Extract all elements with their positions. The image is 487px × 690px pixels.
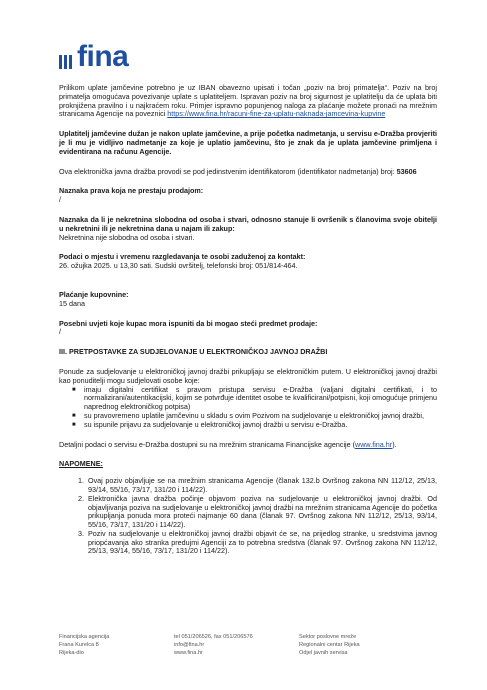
viewing-value: 26. ožujka 2025. u 13,30 sati. Sudski ovršitelj, telefonski broj: 051/814-464. — [59, 261, 298, 271]
footer-email[interactable]: info@fina.hr — [174, 642, 205, 648]
footer-website[interactable]: www.fina.hr — [174, 650, 203, 656]
details-paragraph — [59, 441, 437, 450]
deposit-check-notice: Uplatitelj jamčevine dužan je nakon uplate jamčevine, a prije početka nadmetanja, u servisu e-Dražba provjeriti je li mu je vidljivo nadmetanje za koje je uplatio jamčevinu, što je znak da je uplata jamčevine primljena i evidentirana na računu Agencije. — [59, 129, 437, 156]
auction-id-label: Ova elektronička javna dražba provodi se pod jedinstvenim identifikatorom (identifikator nadmetanja) broj: — [59, 166, 395, 176]
requirements-list — [59, 386, 437, 430]
footer-col-department — [299, 633, 360, 657]
list-item: 2. Elektronička javna dražba počinje objavom poziva na sudjelovanje u elektroničkoj javnoj dražbi. Od objavljivanja poziva na sudjelovanje u elektroničkoj javnoj dražbi na mrežnim stranicama Agencije do početka prikupljanja ponuda mora proteći najmanje 60 dana (članak 97. Ovršnog zakona NN 112/12, 25/13, 93/14, 55/16, 73/17, 131/20 i 114/22). — [86, 495, 437, 530]
intro-text: Prilikom uplate jamčevine potrebno je uz IBAN obavezno upisati i točan „poziv na broj primatelja“. Poziv na broj primatelja omogućava povezivanje uplate s uplatiteljem. Ispravan poziv na broj sigurnost je uplatitelju da će uplata biti proknjižena pravilno i u najkraćem roku. Primjer ispravno popunjenog naloga za plaćanje možete pronaći na mrežnim stranicama Agencije na poveznici — [59, 83, 437, 119]
conditions-value: / — [59, 327, 61, 337]
footer-col-address — [59, 633, 109, 657]
notes-list — [59, 477, 437, 556]
footer-line: Odjel javnih servisa — [299, 650, 348, 656]
logo-bars-icon — [59, 55, 72, 72]
document-body — [59, 84, 437, 556]
footer-col-contact — [174, 633, 253, 657]
details-text: Detaljni podaci o servisu e-Dražba dostupni su na mrežnim stranicama Financijske agencije ( — [59, 439, 356, 449]
occupancy-title: Naznaka da li je nekretnina slobodna od osoba i stvari, odnosno stanuje li ovršenik s članovima svoje obitelji u nekretnini ili je nekretnina dana u najam ili zakup: — [59, 214, 437, 233]
fina-website-link[interactable]: www.fina.hr — [355, 439, 393, 449]
rights-value: / — [59, 195, 61, 205]
details-text-end: ). — [392, 439, 397, 449]
rights-title: Naznaka prava koja ne prestaju prodajom: — [59, 186, 204, 196]
notes-title: NAPOMENE: — [59, 459, 103, 469]
list-item: ■ su ispunile prijavu za sudjelovanje u elektroničkoj javnoj dražbi u servisu e-Dražba. — [72, 421, 437, 430]
footer-line: Regionalni centar Rijeka — [299, 642, 360, 648]
footer-line: Rijeka-dio — [59, 650, 84, 656]
payment-title: Plaćanje kupovnine: — [59, 289, 129, 299]
participation-intro: Ponude za sudjelovanje u elektroničkoj javnoj dražbi prikupljaju se elektroničkim putem. U elektroničkoj javnoj dražbi kao ponuditelji mogu sudjelovati osobe koje: — [59, 366, 437, 385]
list-item: 1. Ovaj poziv objavljuje se na mrežnim stranicama Agencije (članak 132.b Ovršnog zakona NN 112/12, 25/13, 93/14, 55/16, 73/17, 131/20 i 114/22). — [86, 477, 437, 495]
payment-value: 15 dana — [59, 298, 85, 308]
fina-logo — [59, 42, 128, 72]
auction-id-paragraph — [59, 168, 437, 177]
section-heading: III. PRETPOSTAVKE ZA SUDJELOVANJE U ELEKTRONIČKOJ JAVNOJ DRAŽBI — [59, 347, 328, 357]
footer-line: Frana Kurelca 8 — [59, 642, 99, 648]
footer-line: Financijska agencija — [59, 634, 110, 640]
auction-id-value: 53606 — [396, 166, 417, 176]
conditions-title: Posebni uvjeti koje kupac mora ispuniti da bi mogao steći predmet prodaje: — [59, 318, 318, 328]
footer-line: tel 051/206526, fax 051/206576 — [174, 634, 253, 640]
logo-text: fina — [77, 40, 129, 73]
viewing-title: Podaci o mjestu i vremenu razgledavanja te osobi zaduženoj za kontakt: — [59, 252, 306, 262]
list-item: ■ imaju digitalni certifikat s pravom pristupa servisu e-Dražba (valjani digitalni certifikati, i to normalizirani/autentikacijski, kojim se potvrđuje identitet osobe te kvalificirani/potpisni, koji omogućuje primjenu naprednog elektroničkog potpisa) — [72, 386, 437, 412]
footer-line: Sektor poslovne mreže — [299, 634, 357, 640]
intro-paragraph — [59, 84, 437, 119]
payment-instructions-link[interactable]: https://www.fina.hr/racuni-fine-za-uplatu-naknada-jamcevina-kupvine — [167, 109, 386, 119]
occupancy-value: Nekretnina nije slobodna od osoba i stvari. — [59, 232, 195, 242]
list-item: ■ su pravovremeno uplatile jamčevinu u skladu s ovim Pozivom na sudjelovanje u elektroničkoj javnoj dražbi, — [72, 412, 437, 421]
list-item: 3. Poziv na sudjelovanje u elektroničkoj javnoj dražbi objavit će se, na prijedlog stranke, u sredstvima javnog priopćavanja ako stranka predujmi Agenciji za to potrebna sredstva (članak 97. Ovršnog zakona NN 112/12, 25/13, 93/14, 55/16, 73/17, 131/20 i 114/22). — [86, 530, 437, 556]
